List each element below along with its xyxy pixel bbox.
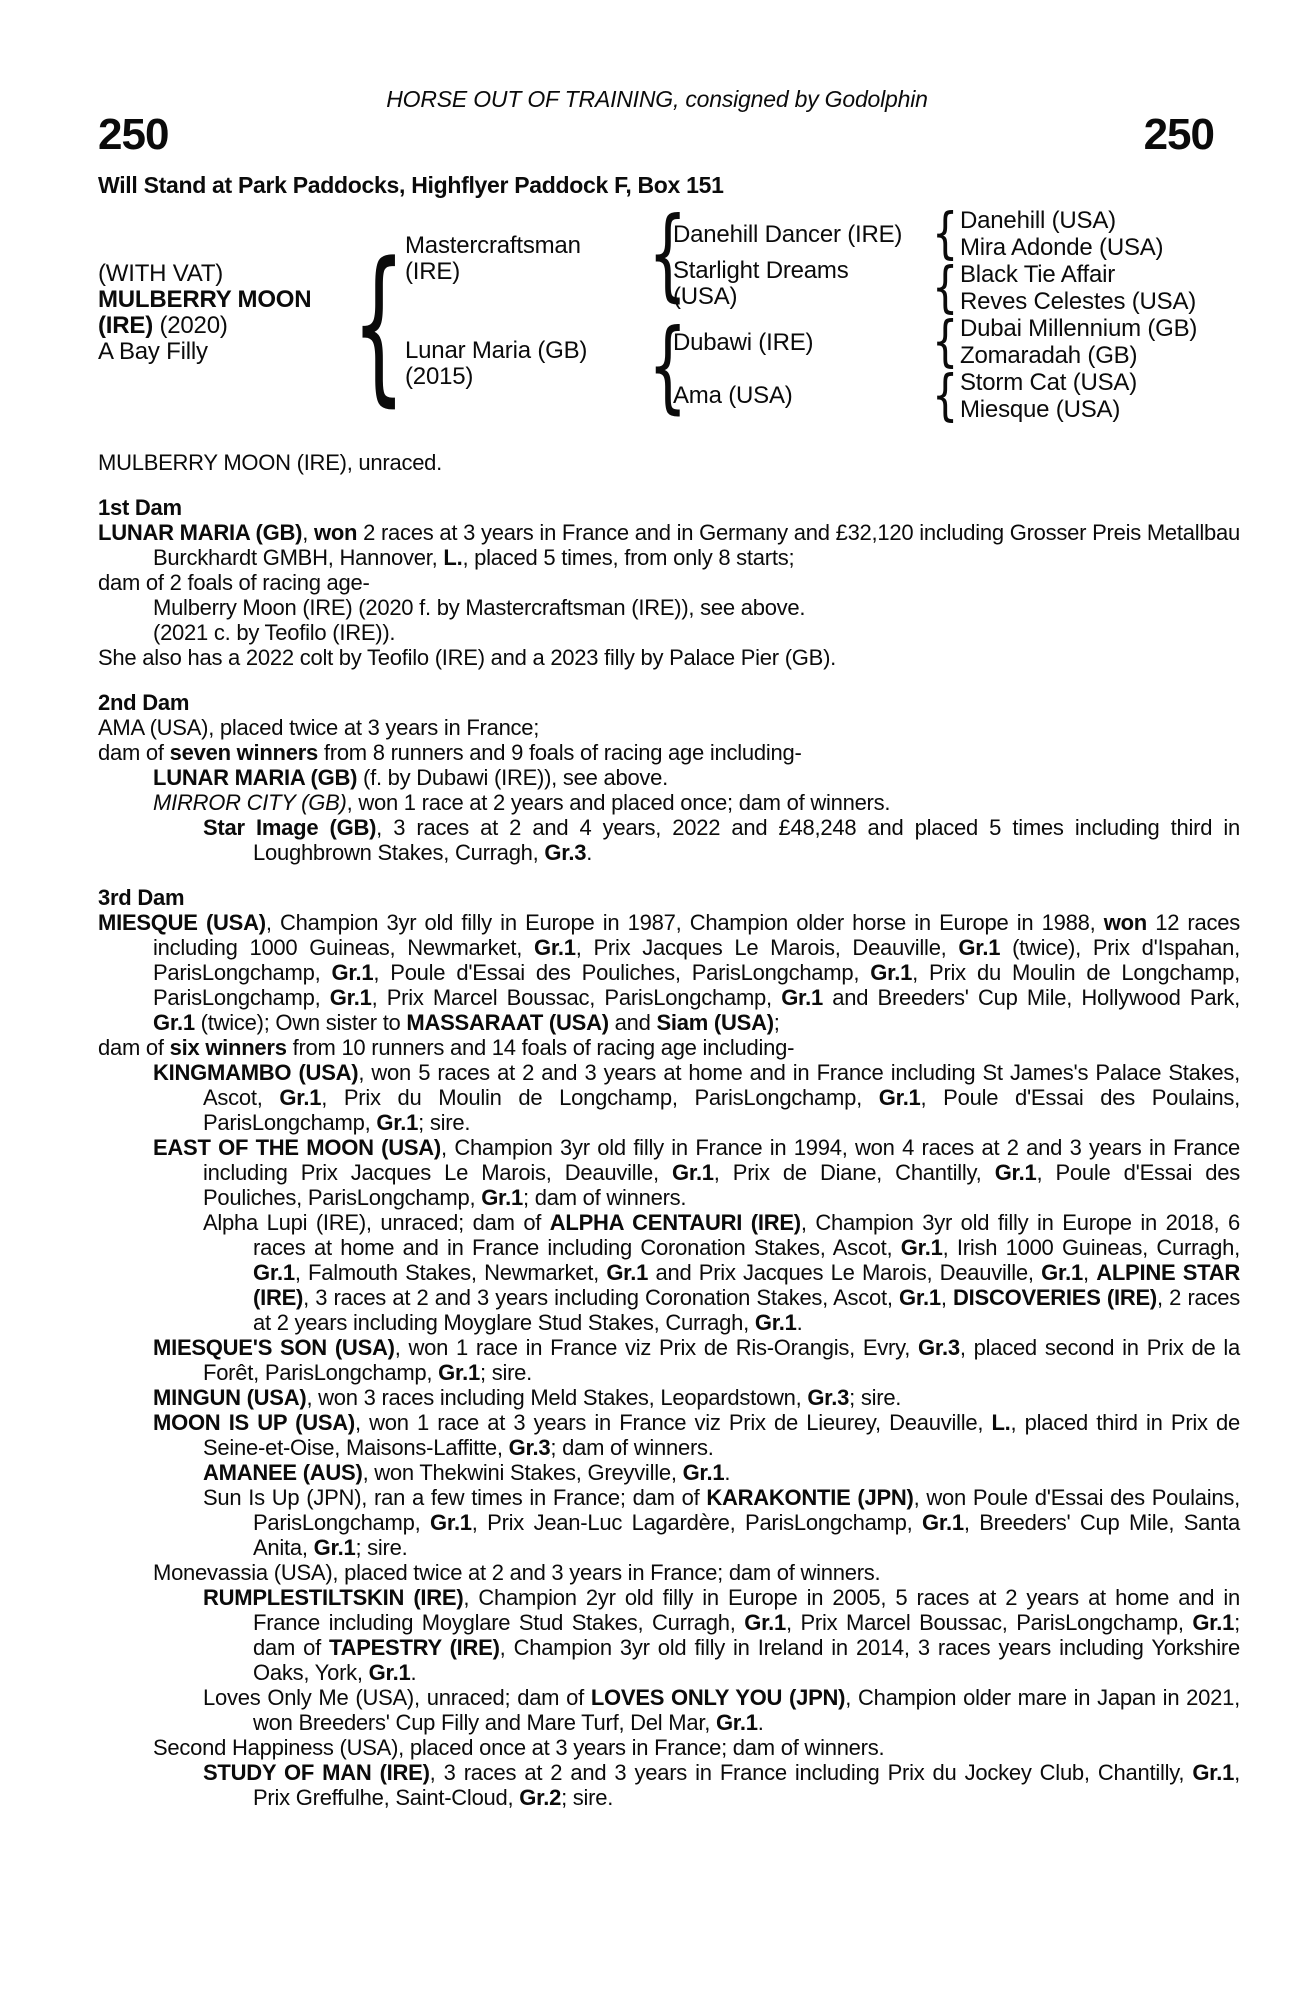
great-grandparent-3: Black Tie Affair <box>960 261 1116 288</box>
bold-run: Gr.1 <box>253 1260 295 1285</box>
bold-run: MOON IS UP (USA) <box>153 1410 355 1435</box>
text-run: . <box>757 1710 764 1735</box>
italic-run: MIRROR CITY (GB) <box>153 790 347 815</box>
stand-location-line: Will Stand at Park Paddocks, Highflyer Paddock F, Box 151 <box>98 172 724 198</box>
lot-number-left: 250 <box>98 110 169 159</box>
text-run: Mulberry Moon (IRE) (2020 f. by Mastercraftsman (IRE)), see above. <box>153 595 806 620</box>
text-run: ; <box>773 1010 780 1035</box>
text-run: , 3 races at 2 and 4 years, 2022 and £48,248 and placed 5 times including third in Loughbrown Stakes, Curragh, <box>253 815 1240 865</box>
pedigree-paragraph <box>98 450 1240 475</box>
bold-run: LUNAR MARIA (GB) <box>98 520 303 545</box>
pedigree-brace-gg-3 <box>932 314 958 369</box>
bold-run: Gr.1 <box>922 1510 964 1535</box>
text-run: , Prix Marcel Boussac, ParisLongchamp, <box>786 1610 1193 1635</box>
bold-run: Gr.1 <box>994 1160 1037 1185</box>
pedigree-paragraph <box>98 1585 1240 1685</box>
text-run: 2 races at 3 years in France and in Germany and £32,120 including Grosser Preis Metallbau Burckhardt GMBH, Hannover, <box>153 520 1240 570</box>
text-run: , won 5 races at 2 and 3 years at home and in France including St James's Palace Stakes, Ascot, <box>203 1060 1240 1110</box>
pedigree-brace-gg-1 <box>932 206 958 261</box>
bold-run: won <box>313 520 358 545</box>
pedigree-paragraph <box>98 910 1240 1035</box>
bold-run: Gr.1 <box>481 1185 523 1210</box>
text-run: , won 1 race in France viz Prix de Ris-Orangis, Evry, <box>394 1335 918 1360</box>
bold-run: MIESQUE'S SON (USA) <box>153 1335 395 1360</box>
bold-run: Gr.1 <box>1192 1760 1235 1785</box>
text-run: , Champion 3yr old filly in Europe in 2018, 6 races at home and in France including Coronation Stakes, Ascot, <box>253 1210 1241 1260</box>
granddam-sire-side: Starlight Dreams (USA) <box>673 257 849 310</box>
bold-run: Star Image (GB) <box>203 815 377 840</box>
sire-name: Mastercraftsman (IRE) <box>405 232 581 285</box>
pedigree-paragraph <box>98 1460 1240 1485</box>
text-run: (2021 c. by Teofilo (IRE)). <box>153 620 396 645</box>
text-run: from 8 runners and 9 foals of racing age including- <box>318 740 802 765</box>
pedigree-paragraph <box>98 1560 1240 1585</box>
text-run: ; sire. <box>849 1385 902 1410</box>
bold-run: Gr.1 <box>438 1360 480 1385</box>
dam-name: Lunar Maria (GB) (2015) <box>405 337 588 390</box>
bold-run: Gr.1 <box>429 1510 472 1535</box>
bold-run: ALPINE STAR (IRE) <box>253 1260 1240 1310</box>
pedigree-paragraph <box>98 1685 1240 1735</box>
grandsire-dam-side: Dubawi (IRE) <box>673 329 814 356</box>
text-run: , <box>1082 1260 1097 1285</box>
text-run: . <box>586 840 593 865</box>
pedigree-paragraph <box>98 765 1240 790</box>
text-run: and <box>608 1010 657 1035</box>
text-run: , Champion 3yr old filly in Europe in 1987, Champion older horse in Europe in 1988, <box>265 910 1104 935</box>
bold-run: MASSARAAT (USA) <box>406 1010 609 1035</box>
bold-run: won <box>1103 910 1147 935</box>
text-run: . <box>724 1460 731 1485</box>
bold-run: Gr.1 <box>900 1235 943 1260</box>
bold-run: Gr.1 <box>313 1535 356 1560</box>
great-grandparent-7: Storm Cat (USA) <box>960 369 1138 396</box>
pedigree-paragraph <box>98 1135 1240 1210</box>
text-run: from 10 runners and 14 foals of racing age including- <box>286 1035 795 1060</box>
text-run: , Prix Marcel Boussac, ParisLongchamp, <box>371 985 782 1010</box>
bold-run: Gr.1 <box>153 1010 195 1035</box>
bold-run: Gr.1 <box>671 1160 714 1185</box>
text-run: , Prix du Moulin de Longchamp, ParisLongchamp, <box>321 1085 879 1110</box>
text-run: , <box>302 520 314 545</box>
pedigree-brace-gg-4 <box>932 368 958 423</box>
great-grandparent-5: Dubai Millennium (GB) <box>960 315 1198 342</box>
bold-run: KINGMAMBO (USA) <box>153 1060 359 1085</box>
with-vat-label: (WITH VAT) <box>98 260 224 287</box>
text-run: and Breeders' Cup Mile, Hollywood Park, <box>823 985 1241 1010</box>
bold-run: Gr.1 <box>1192 1610 1235 1635</box>
pedigree-paragraph <box>98 1335 1240 1385</box>
bold-run: LOVES ONLY YOU (JPN) <box>590 1685 846 1710</box>
pedigree-paragraph <box>98 620 1240 645</box>
bold-run: Gr.3 <box>807 1385 850 1410</box>
pedigree-paragraph <box>98 645 1240 670</box>
bold-run: DISCOVERIES (IRE) <box>953 1285 1158 1310</box>
consignment-line: HORSE OUT OF TRAINING, consigned by Godolphin <box>386 86 928 112</box>
bold-run: Siam (USA) <box>656 1010 774 1035</box>
text-run: , Poule d'Essai des Pouliches, ParisLongchamp, <box>203 1160 1241 1210</box>
text-run: , Prix de Diane, Chantilly, <box>713 1160 995 1185</box>
text-run: , <box>940 1285 954 1310</box>
pedigree-paragraph <box>98 715 1240 740</box>
bold-run: Gr.1 <box>329 985 372 1010</box>
text-run: , Irish 1000 Guineas, Curragh, <box>942 1235 1240 1260</box>
bold-run: Gr.3 <box>918 1335 960 1360</box>
text-run: and Prix Jacques Le Marois, Deauville, <box>648 1260 1042 1285</box>
great-grandparent-1: Danehill (USA) <box>960 207 1116 234</box>
bold-run: Gr.3 <box>508 1435 551 1460</box>
catalogue-body <box>98 450 1240 1810</box>
bold-run: Gr.1 <box>606 1260 649 1285</box>
pedigree-paragraph <box>98 595 1240 620</box>
text-run: ; dam of winners. <box>523 1185 687 1210</box>
bold-run: Gr.2 <box>519 1785 562 1810</box>
bold-run: Gr.1 <box>754 1310 797 1335</box>
text-run: AMA (USA), placed twice at 3 years in France; <box>98 715 540 740</box>
pedigree-paragraph <box>98 570 1240 595</box>
pedigree-paragraph <box>98 1385 1240 1410</box>
text-run: dam of 2 foals of racing age- <box>98 570 370 595</box>
bold-run: Gr.1 <box>376 1110 419 1135</box>
pedigree-paragraph <box>98 1735 1240 1760</box>
bold-run: MINGUN (USA) <box>153 1385 307 1410</box>
pedigree-paragraph <box>98 1060 1240 1135</box>
granddam-dam-side: Ama (USA) <box>673 382 793 409</box>
grandsire-sire-side: Danehill Dancer (IRE) <box>673 221 903 248</box>
text-run: ; dam of <box>253 1610 1240 1660</box>
bold-run: Gr.1 <box>958 935 1001 960</box>
bold-run: Gr.1 <box>279 1085 322 1110</box>
text-run: , 2 races at 2 years including Moyglare Stud Stakes, Curragh, <box>253 1285 1240 1335</box>
text-run: , won Thekwini Stakes, Greyville, <box>362 1460 683 1485</box>
text-run: ; sire. <box>479 1360 533 1385</box>
text-run: , won 1 race at 3 years in France viz Prix de Lieurey, Deauville, <box>355 1410 992 1435</box>
text-run: MULBERRY MOON (IRE), unraced. <box>98 450 443 475</box>
text-run: , placed third in Prix de Seine-et-Oise, Maisons-Laffitte, <box>203 1410 1241 1460</box>
great-grandparent-8: Miesque (USA) <box>960 396 1121 423</box>
bold-run: Gr.1 <box>533 935 576 960</box>
text-run: ; sire. <box>561 1785 614 1810</box>
text-run: , 3 races at 2 and 3 years in France including Prix du Jockey Club, Chantilly, <box>429 1760 1193 1785</box>
horse-suffix-year <box>98 313 228 339</box>
bold-run: LUNAR MARIA (GB) <box>153 765 358 790</box>
pedigree-paragraph <box>98 790 1240 815</box>
text-run: , won 1 race at 2 years and placed once; dam of winners. <box>346 790 891 815</box>
bold-run: Gr.1 <box>682 1460 725 1485</box>
bold-run: Gr.1 <box>331 960 374 985</box>
bold-run: L. <box>991 1410 1011 1435</box>
bold-run: RUMPLESTILTSKIN (IRE) <box>203 1585 464 1610</box>
text-run: . <box>796 1310 803 1335</box>
text-run: (f. by Dubawi (IRE)), see above. <box>357 765 669 790</box>
text-run: . <box>410 1660 417 1685</box>
horse-name: MULBERRY MOON <box>98 286 312 313</box>
bold-run: Gr.1 <box>715 1710 758 1735</box>
bold-run: TAPESTRY (IRE) <box>329 1635 500 1660</box>
text-run: , won 3 races including Meld Stakes, Leopardstown, <box>306 1385 808 1410</box>
pedigree-paragraph <box>98 1410 1240 1460</box>
bold-run: Gr.1 <box>1041 1260 1083 1285</box>
bold-run: AMANEE (AUS) <box>203 1460 363 1485</box>
great-grandparent-2: Mira Adonde (USA) <box>960 234 1164 261</box>
text-run: , Champion older mare in Japan in 2021, won Breeders' Cup Filly and Mare Turf, Del Mar, <box>253 1685 1240 1735</box>
pedigree-paragraph <box>98 740 1240 765</box>
pedigree-paragraph <box>98 520 1240 570</box>
text-run: , 3 races at 2 and 3 years including Coronation Stakes, Ascot, <box>303 1285 900 1310</box>
text-run: , won Poule d'Essai des Poulains, ParisLongchamp, <box>253 1485 1240 1535</box>
bold-run: Gr.1 <box>368 1660 411 1685</box>
pedigree-paragraph <box>98 1760 1240 1810</box>
horse-birth-year: (2020) <box>159 312 228 339</box>
pedigree-brace-gg-2 <box>932 260 958 315</box>
dam-section-heading: 2nd Dam <box>98 690 190 715</box>
text-run: ; dam of winners. <box>550 1435 714 1460</box>
text-run: Second Happiness (USA), placed once at 3 years in France; dam of winners. <box>153 1735 885 1760</box>
pedigree-table <box>0 205 1314 450</box>
text-run: , placed 5 times, from only 8 starts; <box>462 545 795 570</box>
lot-number-right: 250 <box>1143 110 1214 159</box>
pedigree-paragraph <box>98 1210 1240 1335</box>
bold-run: six winners <box>169 1035 287 1060</box>
text-run: 12 races including 1000 Guineas, Newmarket, <box>153 910 1240 960</box>
bold-run: STUDY OF MAN (IRE) <box>203 1760 430 1785</box>
bold-run: Gr.1 <box>781 985 823 1010</box>
bold-run: MIESQUE (USA) <box>98 910 266 935</box>
text-run: Loves Only Me (USA), unraced; dam of <box>203 1685 591 1710</box>
text-run: Monevassia (USA), placed twice at 2 and 3 years in France; dam of winners. <box>153 1560 881 1585</box>
text-run: , Prix du Moulin de Longchamp, ParisLongchamp, <box>153 960 1240 1010</box>
text-run: , Poule d'Essai des Pouliches, ParisLongchamp, <box>373 960 871 985</box>
bold-run: Gr.1 <box>870 960 913 985</box>
text-run: , Champion 3yr old filly in Ireland in 2014, 3 races years including Yorkshire Oaks, York, <box>253 1635 1240 1685</box>
text-run: (twice); Own sister to <box>194 1010 407 1035</box>
bold-run: Gr.1 <box>878 1085 921 1110</box>
text-run: , Falmouth Stakes, Newmarket, <box>294 1260 607 1285</box>
bold-run: ALPHA CENTAURI (IRE) <box>549 1210 801 1235</box>
text-run: Alpha Lupi (IRE), unraced; dam of <box>203 1210 550 1235</box>
pedigree-brace-main <box>352 240 405 408</box>
horse-country-suffix: (IRE) <box>98 312 153 339</box>
text-run: , Poule d'Essai des Poulains, ParisLongchamp, <box>203 1085 1240 1135</box>
bold-run: EAST OF THE MOON (USA) <box>153 1135 442 1160</box>
bold-run: Gr.1 <box>744 1610 787 1635</box>
text-run: She also has a 2022 colt by Teofilo (IRE) and a 2023 filly by Palace Pier (GB). <box>98 645 837 670</box>
text-run: , Champion 2yr old filly in Europe in 2005, 5 races at 2 years at home and in France including Moyglare Stud Stakes, Curragh, <box>253 1585 1241 1635</box>
bold-run: L. <box>443 545 463 570</box>
text-run: Sun Is Up (JPN), ran a few times in France; dam of <box>203 1485 707 1510</box>
bold-run: seven winners <box>169 740 319 765</box>
horse-description: A Bay Filly <box>98 338 208 365</box>
text-run: , Prix Jean-Luc Lagardère, ParisLongchamp, <box>471 1510 922 1535</box>
text-run: ; sire. <box>355 1535 408 1560</box>
bold-run: Gr.1 <box>899 1285 941 1310</box>
dam-section-heading: 1st Dam <box>98 495 182 520</box>
text-run: , placed second in Prix de la Forêt, ParisLongchamp, <box>203 1335 1240 1385</box>
bold-run: KARAKONTIE (JPN) <box>706 1485 914 1510</box>
text-run: dam of <box>98 740 170 765</box>
dam-section-heading: 3rd Dam <box>98 885 185 910</box>
text-run: dam of <box>98 1035 170 1060</box>
text-run: , Prix Greffulhe, Saint-Cloud, <box>253 1760 1240 1810</box>
great-grandparent-6: Zomaradah (GB) <box>960 342 1138 369</box>
bold-run: Gr.3 <box>544 840 587 865</box>
text-run: , Champion 3yr old filly in France in 1994, won 4 races at 2 and 3 years in France including Prix Jacques Le Marois, Deauville, <box>203 1135 1241 1185</box>
great-grandparent-4: Reves Celestes (USA) <box>960 288 1197 315</box>
pedigree-paragraph <box>98 1035 1240 1060</box>
text-run: (twice), Prix d'Ispahan, ParisLongchamp, <box>153 935 1240 985</box>
text-run: ; sire. <box>418 1110 471 1135</box>
text-run: , Prix Jacques Le Marois, Deauville, <box>575 935 959 960</box>
text-run: , Breeders' Cup Mile, Santa Anita, <box>253 1510 1240 1560</box>
pedigree-paragraph <box>98 1485 1240 1560</box>
pedigree-paragraph <box>98 815 1240 865</box>
